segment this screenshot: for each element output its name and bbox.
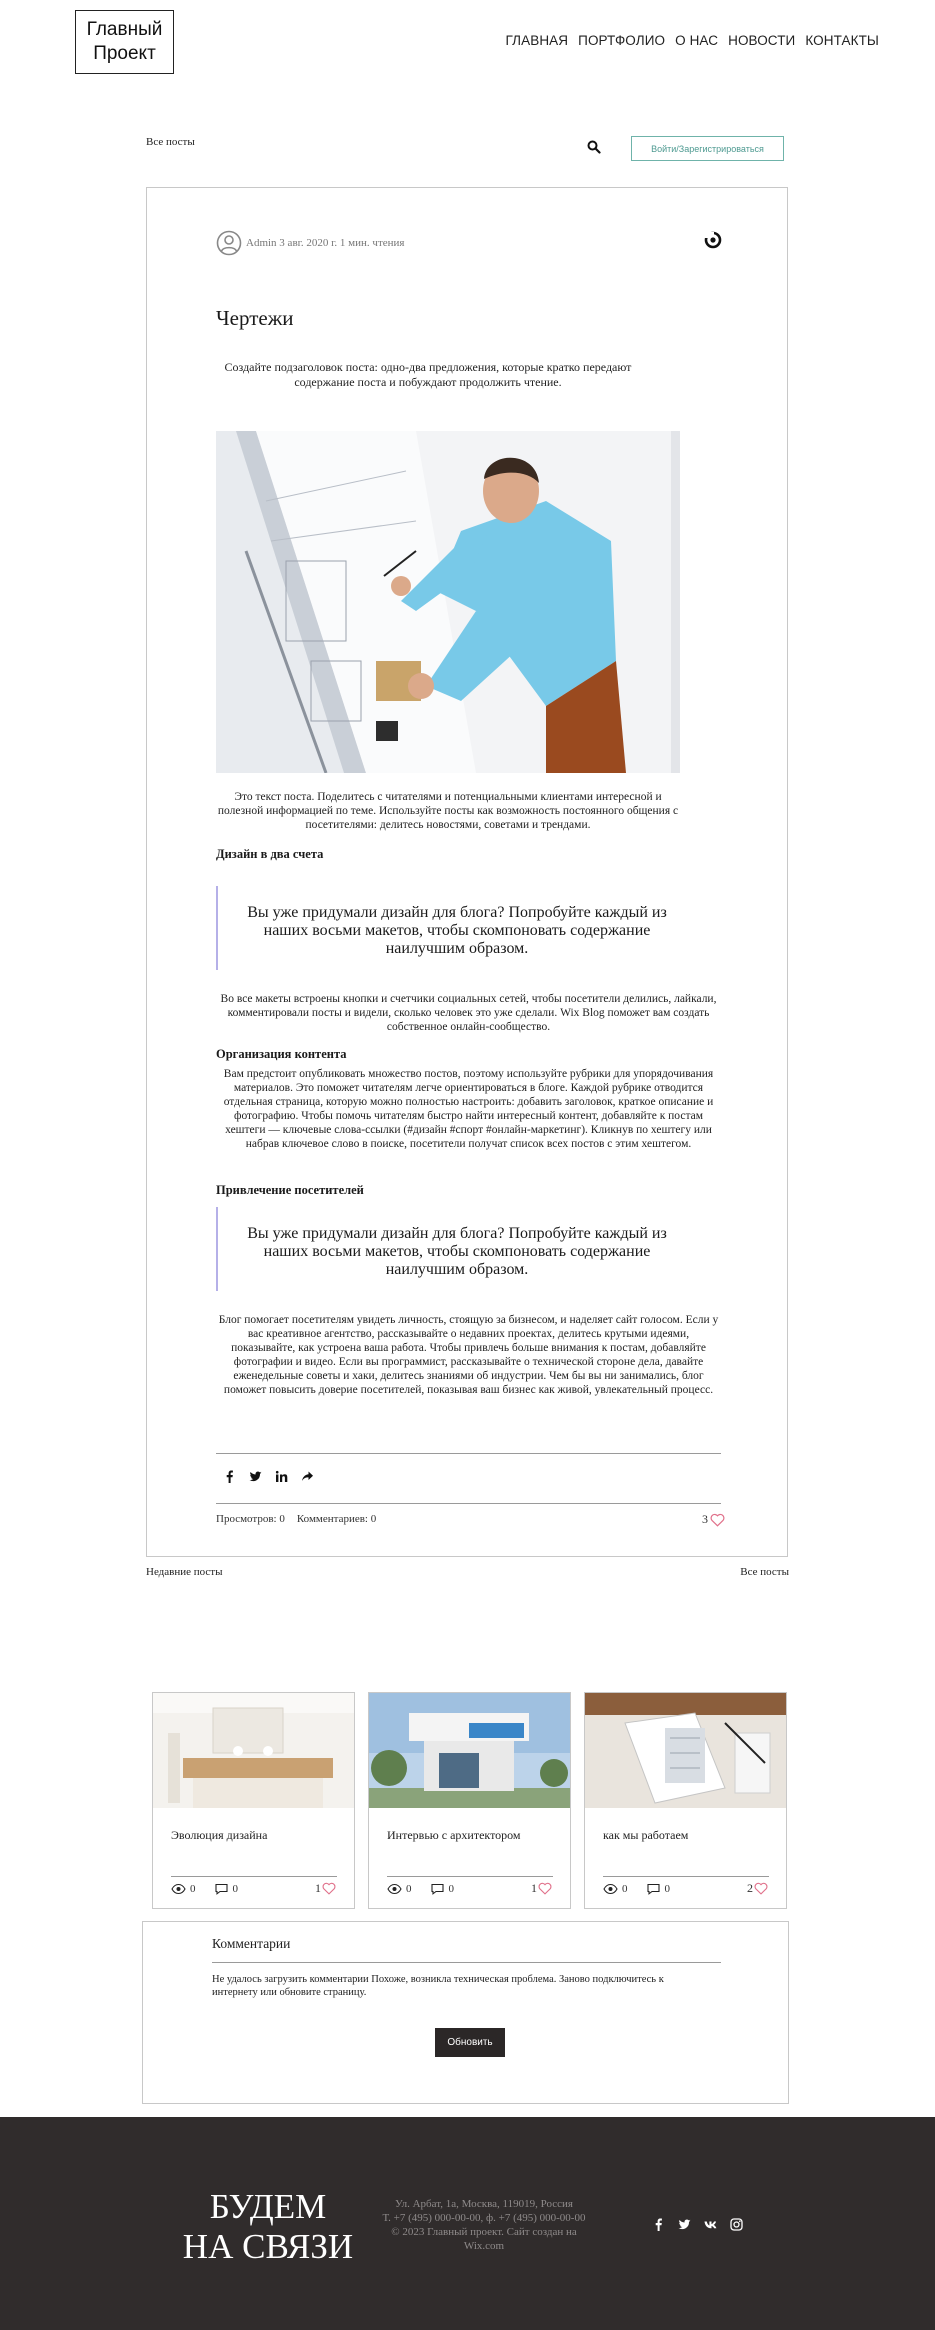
post-quote [216,886,696,970]
recent-post-likes-count: 1 [531,1881,537,1895]
post-quote-text: Вы уже придумали дизайн для блога? Попробуйте каждый из наших восьми макетов, чтобы скомпоновать содержание наилучшим образом. [247,904,667,957]
login-button[interactable]: Войти/Зарегистрироваться [631,136,784,161]
recent-post-title[interactable]: Эволюция дизайна [171,1828,268,1842]
post-hero-image [216,431,680,773]
recent-post-comments: 0 [448,1883,454,1895]
recent-post-stats [171,1883,238,1895]
eye-icon [387,1883,402,1895]
main-nav [506,33,879,48]
post-paragraph-intro: Это текст поста. Поделитесь с читателями и потенциальными клиентами интересной и полезной информацией по теме. Используйте посты как возможность постоянного общения с посетителями: делитесь новостями, советами и трендами. [217,791,679,831]
heading-attract: Привлечение посетителей [216,1183,364,1197]
post-quote-2-text: Вы уже придумали дизайн для блога? Попробуйте каждый из наших восьми макетов, чтобы скомпоновать содержание наилучшим образом. [247,1225,667,1278]
recent-post-thumbnail[interactable] [585,1693,786,1808]
footer-phone: Т. +7 (495) 000-00-00, ф. +7 (495) 000-00-00 [382,2212,586,2224]
post-card [146,187,788,1557]
heart-icon[interactable] [538,1882,552,1895]
recent-post-thumbnail[interactable] [153,1693,354,1808]
instagram-icon[interactable] [730,2218,743,2231]
recent-post-stats [387,1883,454,1895]
recent-post-card[interactable] [584,1692,787,1909]
heart-icon[interactable] [322,1882,336,1895]
post-paragraph-organization: Вам предстоит опубликовать множество постов, поэтому используйте рубрики для упорядочивания материалов. Это поможет читателям легче ориентироваться в блоге. Каждой рубрике отводится отдельная страница, которую можно полностью настроить: добавить заголовок, краткое описание и фотографию. Чтобы помочь читателям быстро найти интересный контент, добавляйте к постам хештеги — ключевые слова-ссылки (#дизайн #спорт #онлайн-маркетинг). Кликнув по хештегу или набрав ключевое слово в поиске, посетители получат список всех постов с этим хештегом. [223,1068,714,1150]
recent-post-divider [603,1876,769,1877]
twitter-icon[interactable] [249,1470,262,1483]
recent-post-divider [387,1876,553,1877]
linkedin-icon[interactable] [275,1470,288,1483]
post-meta [216,230,404,256]
recent-post-views: 0 [406,1883,412,1895]
recent-post-views: 0 [622,1883,628,1895]
post-subtitle: Создайте подзаголовок поста: одно-два предложения, которые кратко передают содержание поста и побуждают продолжить чтение. [224,360,632,389]
all-posts-link[interactable]: Все посты [146,136,195,148]
post-meta-text: Admin 3 авг. 2020 г. 1 мин. чтения [246,237,405,249]
comment-icon [646,1883,661,1895]
recent-post-card[interactable] [368,1692,571,1909]
blog-toolbar [146,136,784,162]
post-quote-2 [216,1207,696,1291]
recent-post-likes[interactable] [747,1881,768,1896]
footer-title-line-2: НА СВЯЗИ [182,2227,354,2266]
recent-post-card[interactable] [152,1692,355,1909]
post-paragraph-layouts: Во все макеты встроены кнопки и счетчики социальных сетей, чтобы посетители делились, лайкали, комментировали посты и видели, сколько человек это уже сделали. Wix Blog поможет вам создать собственное онлайн-сообщество. [220,993,717,1033]
eye-icon [603,1883,618,1895]
recent-posts-label: Недавние посты [146,1566,223,1578]
nav-item-about[interactable]: О НАС [675,33,719,48]
site-footer [0,2117,935,2330]
heading-organization: Организация контента [216,1047,347,1061]
views-count: Просмотров: 0 [216,1513,285,1525]
recent-post-title[interactable]: как мы работаем [603,1828,689,1842]
share-bar [223,1470,314,1483]
footer-contact-info [380,2197,588,2253]
eye-icon [171,1883,186,1895]
share-divider-bottom [216,1503,721,1504]
recent-post-thumbnail[interactable] [369,1693,570,1808]
heart-icon[interactable] [710,1513,725,1527]
comments-title: Комментарии [212,1936,291,1951]
recent-post-likes-count: 2 [747,1881,753,1895]
twitter-icon[interactable] [678,2218,691,2231]
comments-section [142,1921,789,2104]
footer-title [168,2187,368,2267]
comments-count[interactable]: Комментариев: 0 [296,1513,377,1525]
logo-line-1: Главный [86,19,163,40]
post-stats [216,1513,376,1525]
recent-post-comments: 0 [232,1883,238,1895]
heading-design: Дизайн в два счета [216,847,324,861]
facebook-icon[interactable] [223,1470,236,1483]
recent-post-likes-count: 1 [315,1881,321,1895]
nav-item-contacts[interactable]: КОНТАКТЫ [805,33,879,48]
footer-social-bar [652,2218,743,2231]
comment-icon [430,1883,445,1895]
avatar-icon[interactable] [216,230,242,256]
vk-icon[interactable] [704,2218,717,2231]
footer-copyright: © 2023 Главный проект. Сайт создан на Wix.com [391,2226,577,2252]
comments-divider [212,1962,721,1963]
post-title: Чертежи [216,306,294,330]
footer-title-line-1: БУДЕМ [209,2187,327,2226]
heart-icon[interactable] [754,1882,768,1895]
likes-count: 3 [702,1512,708,1526]
recent-post-likes[interactable] [315,1881,336,1896]
recent-post-views: 0 [190,1883,196,1895]
logo-line-2: Проект [93,43,156,64]
search-icon[interactable] [587,140,601,154]
recent-post-comments: 0 [664,1883,670,1895]
recent-all-posts-link[interactable]: Все посты [740,1566,789,1578]
refresh-button[interactable]: Обновить [435,2028,505,2057]
footer-address: Ул. Арбат, 1а, Москва, 119019, Россия [395,2198,573,2210]
post-paragraph-blog: Блог помогает посетителям увидеть личность, стоящую за бизнесом, и наделяет сайт голосом. Если у вас креативное агентство, рассказывайте о недавних проектах, делитесь крутыми идеями, показывайте, как устроена ваша работа. Чтобы привлечь больше внимания к постам, добавляйте фотографии и видео. Если вы программист, рассказывайте о технической стороне дела, давайте еженедельные советы и хаки, делитесь знаниями об индустрии. Чем бы вы ни занимались, блог поможет повысить доверие посетителей, показывая ваш бизнес как живой, увлекательный процесс. [218,1314,719,1396]
nav-item-portfolio[interactable]: ПОРТФОЛИО [578,33,666,48]
site-logo[interactable] [75,10,174,74]
recent-post-stats [603,1883,670,1895]
facebook-icon[interactable] [652,2218,665,2231]
comment-icon [214,1883,229,1895]
nav-item-news[interactable]: НОВОСТИ [728,33,796,48]
recent-post-title[interactable]: Интервью с архитектором [387,1828,521,1842]
post-likes[interactable] [702,1512,725,1527]
share-link-icon[interactable] [301,1470,314,1483]
share-divider-top [216,1453,721,1454]
more-actions-icon[interactable] [703,230,723,250]
recent-post-divider [171,1876,337,1877]
nav-item-home[interactable]: ГЛАВНАЯ [505,33,569,48]
comments-error-message: Не удалось загрузить комментарии Похоже, возникла техническая проблема. Заново подключитесь к интернету или обновите страницу. [212,1974,664,1998]
recent-post-likes[interactable] [531,1881,552,1896]
